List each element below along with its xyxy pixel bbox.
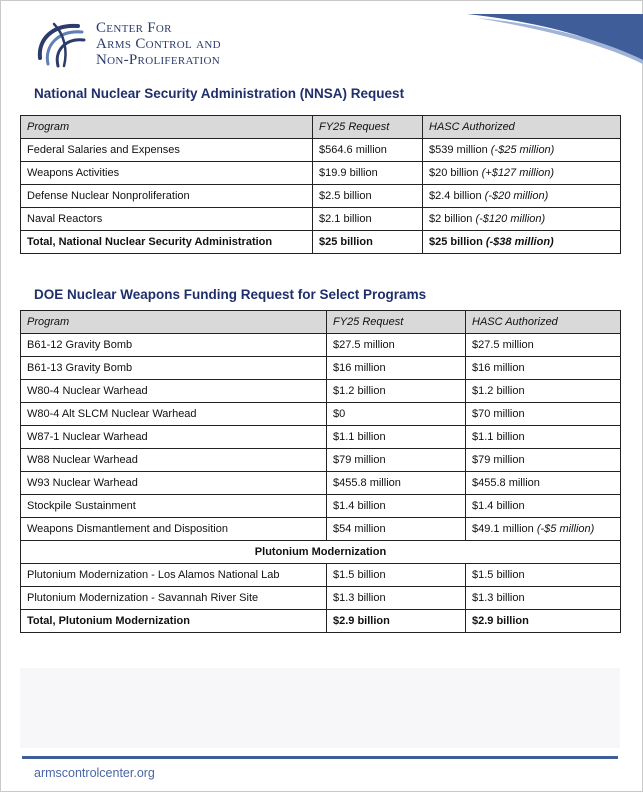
authorized-value: $2.9 billion bbox=[472, 615, 529, 627]
authorized-value: $16 million bbox=[472, 362, 525, 374]
table-total-row bbox=[21, 610, 621, 633]
request-cell: $2.9 billion bbox=[327, 610, 466, 633]
table-row bbox=[21, 426, 621, 449]
authorized-cell bbox=[466, 380, 621, 403]
table-row bbox=[21, 139, 621, 162]
program-cell: W87-1 Nuclear Warhead bbox=[21, 426, 327, 449]
authorized-value: $25 billion bbox=[429, 236, 483, 248]
doe-table-title: DOE Nuclear Weapons Funding Request for Select Programs bbox=[34, 287, 427, 302]
column-header-fy25-request: FY25 Request bbox=[313, 116, 423, 139]
authorized-cell bbox=[466, 357, 621, 380]
authorized-value: $49.1 million bbox=[472, 523, 534, 535]
authorized-cell bbox=[466, 518, 621, 541]
request-cell: $79 million bbox=[327, 449, 466, 472]
table-row bbox=[21, 357, 621, 380]
authorized-value: $1.3 billion bbox=[472, 592, 525, 604]
request-cell: $1.5 billion bbox=[327, 564, 466, 587]
authorized-cell bbox=[466, 610, 621, 633]
authorized-cell bbox=[466, 334, 621, 357]
request-cell: $54 million bbox=[327, 518, 466, 541]
authorized-value: $2 billion bbox=[429, 213, 473, 225]
org-name-line-1: Center For bbox=[96, 20, 172, 36]
authorized-cell bbox=[423, 162, 621, 185]
delta-value: (-$38 million) bbox=[485, 236, 554, 248]
authorized-cell bbox=[466, 403, 621, 426]
program-cell: B61-12 Gravity Bomb bbox=[21, 334, 327, 357]
program-cell: Stockpile Sustainment bbox=[21, 495, 327, 518]
request-cell: $564.6 million bbox=[313, 139, 423, 162]
table-subheading-row bbox=[21, 541, 621, 564]
column-header-hasc-authorized: HASC Authorized bbox=[423, 116, 621, 139]
program-cell: W80-4 Nuclear Warhead bbox=[21, 380, 327, 403]
corner-swoosh-decoration bbox=[467, 14, 643, 64]
program-cell: W80-4 Alt SLCM Nuclear Warhead bbox=[21, 403, 327, 426]
org-name-line-3: Non-Proliferation bbox=[96, 52, 220, 68]
delta-value: (+$127 million) bbox=[481, 167, 555, 179]
request-cell: $27.5 million bbox=[327, 334, 466, 357]
authorized-value: $1.2 billion bbox=[472, 385, 525, 397]
authorized-cell bbox=[423, 139, 621, 162]
authorized-cell bbox=[466, 564, 621, 587]
table-header-row bbox=[21, 116, 621, 139]
table-row bbox=[21, 564, 621, 587]
request-cell: $2.1 billion bbox=[313, 208, 423, 231]
table-row bbox=[21, 334, 621, 357]
table-row bbox=[21, 380, 621, 403]
column-header-program: Program bbox=[21, 311, 327, 334]
request-cell: $0 bbox=[327, 403, 466, 426]
authorized-value: $27.5 million bbox=[472, 339, 534, 351]
authorized-value: $20 billion bbox=[429, 167, 479, 179]
program-cell: Defense Nuclear Nonproliferation bbox=[21, 185, 313, 208]
program-cell: Naval Reactors bbox=[21, 208, 313, 231]
request-cell: $2.5 billion bbox=[313, 185, 423, 208]
program-cell: W88 Nuclear Warhead bbox=[21, 449, 327, 472]
delta-value: (-$5 million) bbox=[536, 523, 595, 535]
request-cell: $1.2 billion bbox=[327, 380, 466, 403]
org-logo bbox=[34, 16, 274, 72]
authorized-cell bbox=[423, 208, 621, 231]
delta-value: (-$20 million) bbox=[484, 190, 549, 202]
authorized-cell bbox=[423, 231, 621, 254]
website-link[interactable]: armscontrolcenter.org bbox=[34, 766, 155, 780]
delta-value: (-$25 million) bbox=[490, 144, 555, 156]
request-cell: $1.4 billion bbox=[327, 495, 466, 518]
program-cell: Federal Salaries and Expenses bbox=[21, 139, 313, 162]
plutonium-modernization-subheading: Plutonium Modernization bbox=[21, 541, 621, 564]
footer-blank-area bbox=[20, 668, 620, 748]
nnsa-table-title: National Nuclear Security Administration (NNSA) Request bbox=[34, 86, 405, 101]
request-cell: $25 billion bbox=[313, 231, 423, 254]
authorized-value: $79 million bbox=[472, 454, 525, 466]
authorized-cell bbox=[466, 449, 621, 472]
table-row bbox=[21, 185, 621, 208]
table-row bbox=[21, 518, 621, 541]
table-total-row bbox=[21, 231, 621, 254]
delta-value: (-$120 million) bbox=[475, 213, 546, 225]
program-cell: W93 Nuclear Warhead bbox=[21, 472, 327, 495]
org-name bbox=[96, 20, 221, 68]
nnsa-table bbox=[20, 115, 621, 254]
authorized-value: $2.4 billion bbox=[429, 190, 482, 202]
request-cell: $19.9 billion bbox=[313, 162, 423, 185]
program-cell: Weapons Activities bbox=[21, 162, 313, 185]
column-header-program: Program bbox=[21, 116, 313, 139]
authorized-value: $1.5 billion bbox=[472, 569, 525, 581]
authorized-cell bbox=[466, 495, 621, 518]
table-row bbox=[21, 208, 621, 231]
program-cell: Total, National Nuclear Security Administration bbox=[21, 231, 313, 254]
globe-logo-icon bbox=[34, 18, 86, 70]
authorized-value: $1.4 billion bbox=[472, 500, 525, 512]
program-cell: Plutonium Modernization - Los Alamos National Lab bbox=[21, 564, 327, 587]
program-cell: Weapons Dismantlement and Disposition bbox=[21, 518, 327, 541]
authorized-value: $539 million bbox=[429, 144, 488, 156]
program-cell: B61-13 Gravity Bomb bbox=[21, 357, 327, 380]
authorized-cell bbox=[423, 185, 621, 208]
table-header-row bbox=[21, 311, 621, 334]
table-row bbox=[21, 449, 621, 472]
table-row bbox=[21, 495, 621, 518]
table-row bbox=[21, 587, 621, 610]
request-cell: $16 million bbox=[327, 357, 466, 380]
column-header-hasc-authorized: HASC Authorized bbox=[466, 311, 621, 334]
authorized-cell bbox=[466, 472, 621, 495]
table-row bbox=[21, 162, 621, 185]
org-name-line-2: Arms Control and bbox=[96, 36, 221, 52]
authorized-value: $70 million bbox=[472, 408, 525, 420]
table-row bbox=[21, 472, 621, 495]
authorized-cell bbox=[466, 426, 621, 449]
column-header-fy25-request: FY25 Request bbox=[327, 311, 466, 334]
table-row bbox=[21, 403, 621, 426]
authorized-cell bbox=[466, 587, 621, 610]
request-cell: $1.1 billion bbox=[327, 426, 466, 449]
request-cell: $455.8 million bbox=[327, 472, 466, 495]
footer-divider bbox=[22, 756, 618, 759]
request-cell: $1.3 billion bbox=[327, 587, 466, 610]
doe-table bbox=[20, 310, 621, 633]
authorized-value: $1.1 billion bbox=[472, 431, 525, 443]
program-cell: Plutonium Modernization - Savannah River Site bbox=[21, 587, 327, 610]
program-cell: Total, Plutonium Modernization bbox=[21, 610, 327, 633]
authorized-value: $455.8 million bbox=[472, 477, 540, 489]
